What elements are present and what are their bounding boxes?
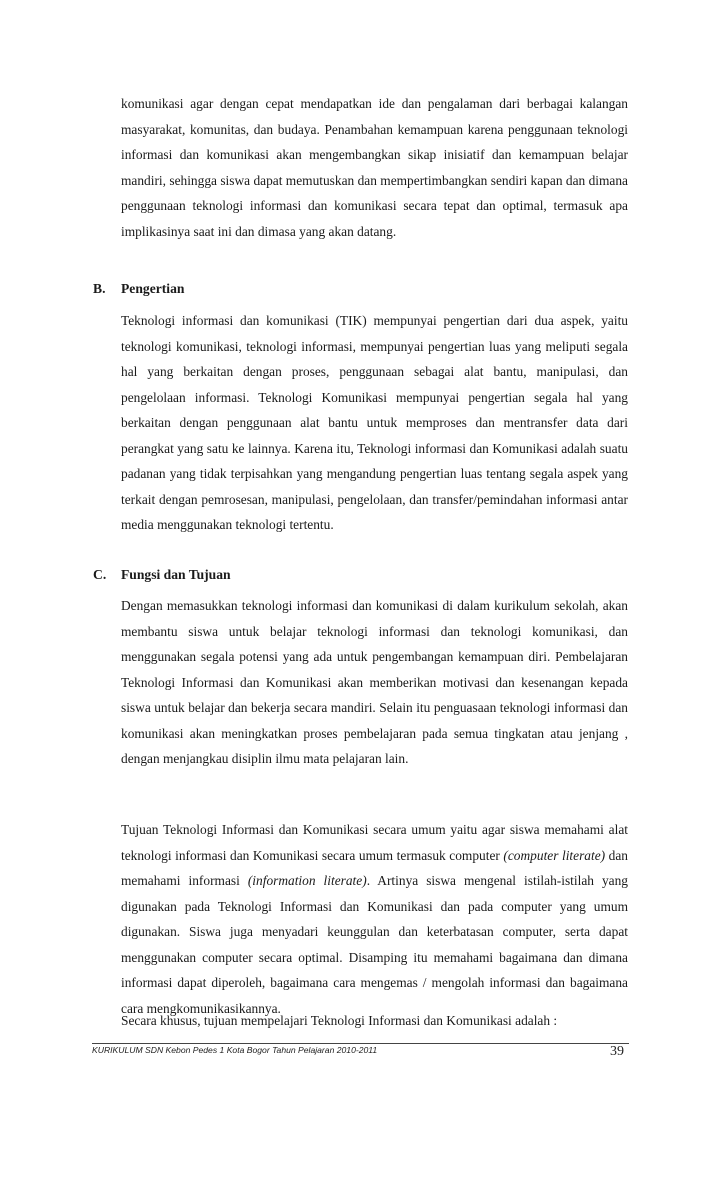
section-c-paragraph-2 <box>121 817 628 1021</box>
p2-italic-information-literate: (information literate) <box>247 873 367 888</box>
section-c-title: Fungsi dan Tujuan <box>121 567 231 582</box>
section-b-heading <box>93 279 184 299</box>
footer-text: KURIKULUM SDN Kebon Pedes 1 Kota Bogor Tahun Pelajaran 2010-2011 <box>92 1045 378 1055</box>
section-c-letter: C. <box>93 567 107 582</box>
footer-divider <box>92 1043 629 1044</box>
intro-paragraph: komunikasi agar dengan cepat mendapatkan ide dan pengalaman dari berbagai kalangan masyarakat, komunitas, dan budaya. Penambahan kemampuan karena penggunaan teknologi informasi dan komunikasi akan mengembangkan sikap inisiatif dan kemampuan belajar mandiri, sehingga siswa dapat memutuskan dan mempertimbangkan sendiri kapan dan dimana penggunaan teknologi informasi dan komunikasi secara tepat dan optimal, termasuk apa implikasinya saat ini dan dimasa yang akan datang. <box>121 96 628 239</box>
section-b-letter: B. <box>93 281 106 296</box>
page-number: 39 <box>610 1044 624 1059</box>
section-b-paragraph: Teknologi informasi dan komunikasi (TIK) mempunyai pengertian dari dua aspek, yaitu teknologi komunikasi, teknologi informasi, mempunyai pengertian luas yang meliputi segala hal yang berkaitan dengan proses, penggunaan sebagai alat bantu, manipulasi, dan pengelolaan informasi. Teknologi Komunikasi mempunyai pengertian segala hal yang berkaitan dengan penggunaan alat bantu untuk memproses dan mentransfer data dari perangkat yang satu ke lainnya. Karena itu, Teknologi informasi dan Komunikasi adalah suatu padanan yang tidak terpisahkan yang mengandung pengertian luas tentang segala aspek yang terkait dengan pemrosesan, manipulasi, pengelolaan, dan transfer/pemindahan informasi antar media menggunakan teknologi tertentu. <box>121 313 628 532</box>
p2-text-1: Tujuan Teknologi Informasi dan Komunikasi secara umum yaitu agar siswa memahami alat teknologi informasi dan Komunikasi secara umum termasuk computer <box>121 822 628 863</box>
p2-text-2: dan memahami informasi <box>121 847 629 888</box>
p2-italic-computer-literate: (computer literate) <box>503 847 606 863</box>
section-b-title: Pengertian <box>121 281 185 296</box>
section-c-heading <box>93 565 231 585</box>
section-c-paragraph-1: Dengan memasukkan teknologi informasi dan komunikasi di dalam kurikulum sekolah, akan membantu siswa untuk belajar teknologi informasi dan teknologi komunikasi, dan menggunakan segala potensi yang ada untuk pengembangan kemampuan diri. Pembelajaran Teknologi Informasi dan Komunikasi akan memberikan motivasi dan kesenangan kepada siswa untuk belajar dan bekerja secara mandiri. Selain itu penguasaan teknologi informasi dan komunikasi akan meningkatkan proses pembelajaran pada semua tingkatan atau jenjang , dengan menjangkau disiplin ilmu mata pelajaran lain. <box>121 598 628 766</box>
p2-text-3: . Artinya siswa mengenal istilah-istilah yang digunakan pada Teknologi Informasi dan Komunikasi dan pada computer yang umum digunakan. Siswa juga menyadari keunggulan dan keterbatasan computer, serta dapat menggunakan computer secara optimal. Disamping itu memahami bagaimana dan dimana informasi dapat diperoleh, bagaimana cara mengemas / mengolah informasi dan bagaimana cara mengkomunikasikannya. <box>121 873 628 1016</box>
section-c-paragraph-3: Secara khusus, tujuan mempelajari Teknologi Informasi dan Komunikasi adalah : <box>121 1013 558 1028</box>
